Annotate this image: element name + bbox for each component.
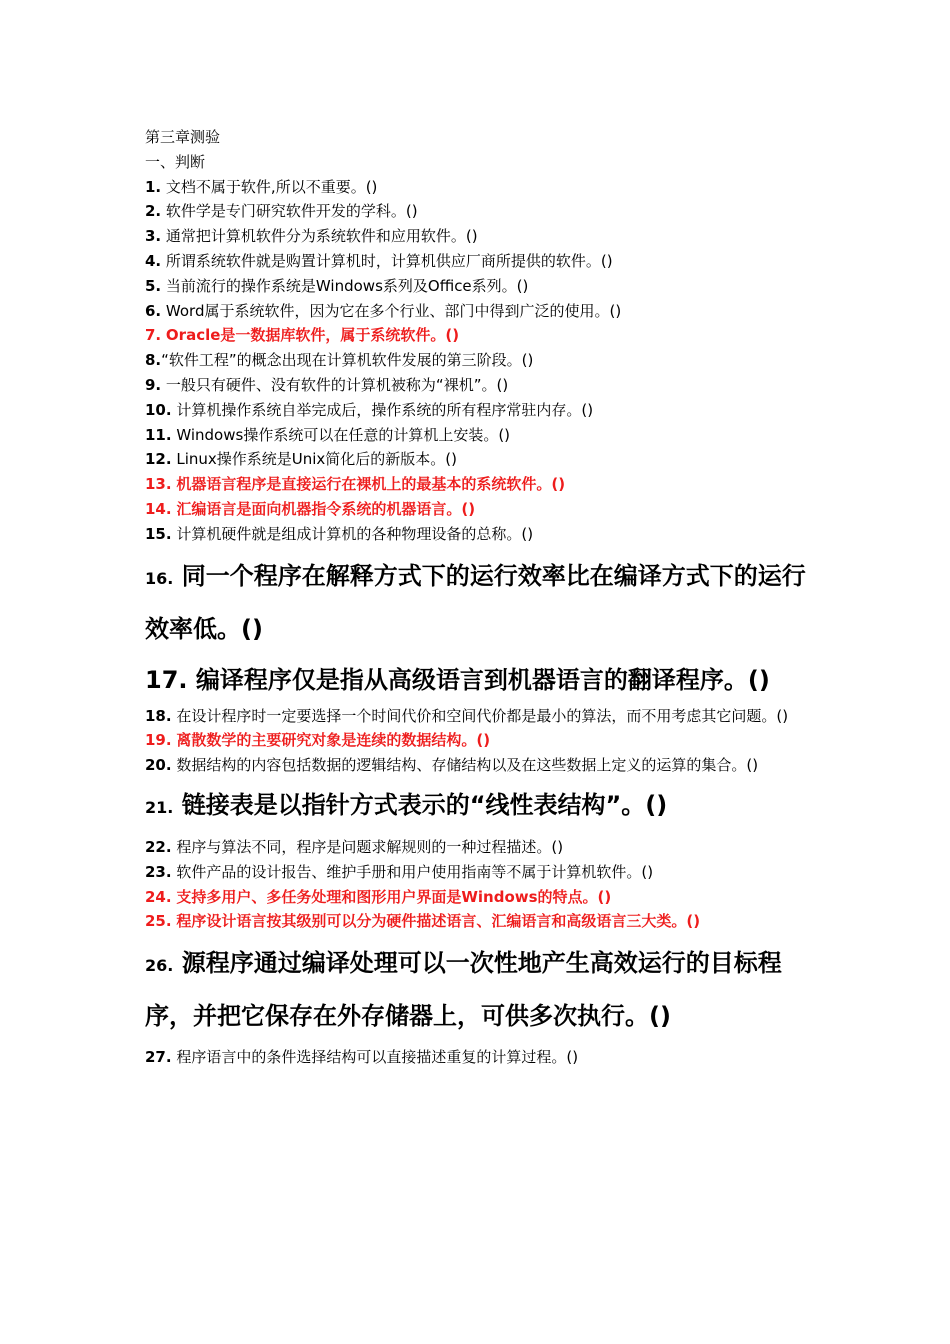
- question-11: [145, 423, 825, 448]
- question-text: 软件学是专门研究软件开发的学科。(): [165, 202, 418, 221]
- question-text: 离散数学的主要研究对象是连续的数据结构。(): [176, 731, 491, 750]
- question-number: 7.: [145, 326, 162, 345]
- question-number: 25.: [145, 912, 172, 931]
- question-text: “软件工程”的概念出现在计算机软件发展的第三阶段。(): [161, 351, 534, 370]
- question-9: [145, 373, 825, 398]
- question-text: 同一个程序在解释方式下的运行效率比在编译方式下的运行效率低。(): [145, 561, 806, 643]
- question-number: 13.: [145, 475, 172, 494]
- question-number: 10.: [145, 400, 172, 419]
- question-24: [145, 885, 825, 910]
- question-number: 18.: [145, 706, 172, 725]
- question-5: [145, 274, 825, 299]
- question-text: 程序设计语言按其级别可以分为硬件描述语言、汇编语言和高级语言三大类。(): [176, 912, 701, 931]
- question-text: 机器语言程序是直接运行在裸机上的最基本的系统软件。(): [176, 475, 566, 494]
- question-number: 21.: [145, 797, 174, 817]
- question-8: [145, 348, 825, 373]
- question-12: [145, 447, 825, 472]
- question-text: 在设计程序时一定要选择一个时间代价和空间代价都是最小的算法，而不用考虑其它问题。(): [176, 706, 789, 725]
- question-number: 6.: [145, 301, 162, 320]
- question-text: 数据结构的内容包括数据的逻辑结构、存储结构以及在这些数据上定义的运算的集合。(): [176, 756, 759, 775]
- question-1: [145, 175, 825, 200]
- question-22: [145, 835, 825, 860]
- question-text: 文档不属于软件,所以不重要。(): [165, 177, 378, 196]
- question-4: [145, 249, 825, 274]
- question-text: Windows操作系统可以在任意的计算机上安装。(): [176, 425, 511, 444]
- question-19: [145, 728, 825, 753]
- question-number: 5.: [145, 276, 162, 295]
- question-number: 3.: [145, 227, 162, 246]
- question-text: 计算机硬件就是组成计算机的各种物理设备的总称。(): [176, 524, 534, 543]
- question-text: 程序语言中的条件选择结构可以直接描述重复的计算过程。(): [176, 1048, 579, 1067]
- question-text: 计算机操作系统自举完成后，操作系统的所有程序常驻内存。(): [176, 400, 594, 419]
- question-number: 17.: [145, 665, 188, 694]
- question-number: 26.: [145, 956, 174, 976]
- question-number: 2.: [145, 202, 162, 221]
- question-text: Word属于系统软件，因为它在多个行业、部门中得到广泛的使用。(): [165, 301, 622, 320]
- question-number: 11.: [145, 425, 172, 444]
- question-16: [145, 551, 815, 654]
- question-number: 9.: [145, 375, 162, 394]
- question-number: 12.: [145, 450, 172, 469]
- question-number: 16.: [145, 568, 174, 588]
- question-number: 27.: [145, 1048, 172, 1067]
- question-14: [145, 497, 825, 522]
- question-number: 14.: [145, 499, 172, 518]
- question-number: 1.: [145, 177, 162, 196]
- question-text: Linux操作系统是Unix简化后的新版本。(): [176, 450, 458, 469]
- quiz-content: [145, 125, 825, 1070]
- question-3: [145, 224, 825, 249]
- question-number: 23.: [145, 862, 172, 881]
- question-text: 软件产品的设计报告、维护手册和用户使用指南等不属于计算机软件。(): [176, 862, 654, 881]
- question-23: [145, 860, 825, 885]
- question-17: [145, 658, 825, 702]
- question-number: 15.: [145, 524, 172, 543]
- question-number: 19.: [145, 731, 172, 750]
- question-text: 所谓系统软件就是购置计算机时，计算机供应厂商所提供的软件。(): [165, 251, 613, 270]
- question-text: 汇编语言是面向机器指令系统的机器语言。(): [176, 499, 476, 518]
- question-21: [145, 780, 825, 833]
- question-6: [145, 299, 825, 324]
- question-text: 链接表是以指针方式表示的“线性表结构”。(): [181, 790, 668, 819]
- question-text: 当前流行的操作系统是Windows系列及Office系列。(): [165, 276, 529, 295]
- question-text: 程序与算法不同，程序是问题求解规则的一种过程描述。(): [176, 837, 564, 856]
- question-number: 24.: [145, 887, 172, 906]
- question-18: [145, 704, 810, 729]
- section-heading: 一、判断: [145, 152, 206, 171]
- question-27: [145, 1045, 825, 1070]
- question-text: 通常把计算机软件分为系统软件和应用软件。(): [165, 227, 478, 246]
- question-2: [145, 199, 825, 224]
- question-10: [145, 398, 825, 423]
- question-number: 4.: [145, 251, 162, 270]
- question-15: [145, 522, 825, 547]
- question-number: 20.: [145, 756, 172, 775]
- question-26: [145, 938, 810, 1041]
- question-text: Oracle是一数据库软件，属于系统软件。(): [165, 326, 460, 345]
- question-text: 源程序通过编译处理可以一次性地产生高效运行的目标程序，并把它保存在外存储器上，可供多次执行。(): [145, 949, 782, 1031]
- question-text: 支持多用户、多任务处理和图形用户界面是Windows的特点。(): [176, 887, 612, 906]
- question-20: [145, 753, 817, 778]
- question-7: [145, 323, 825, 348]
- question-number: 22.: [145, 837, 172, 856]
- page-title: 第三章测验: [145, 128, 221, 146]
- question-25: [145, 909, 825, 934]
- question-13: [145, 472, 825, 497]
- question-text: 编译程序仅是指从高级语言到机器语言的翻译程序。(): [195, 665, 770, 694]
- question-text: 一般只有硬件、没有软件的计算机被称为“裸机”。(): [165, 375, 509, 394]
- question-number: 8.: [145, 351, 162, 370]
